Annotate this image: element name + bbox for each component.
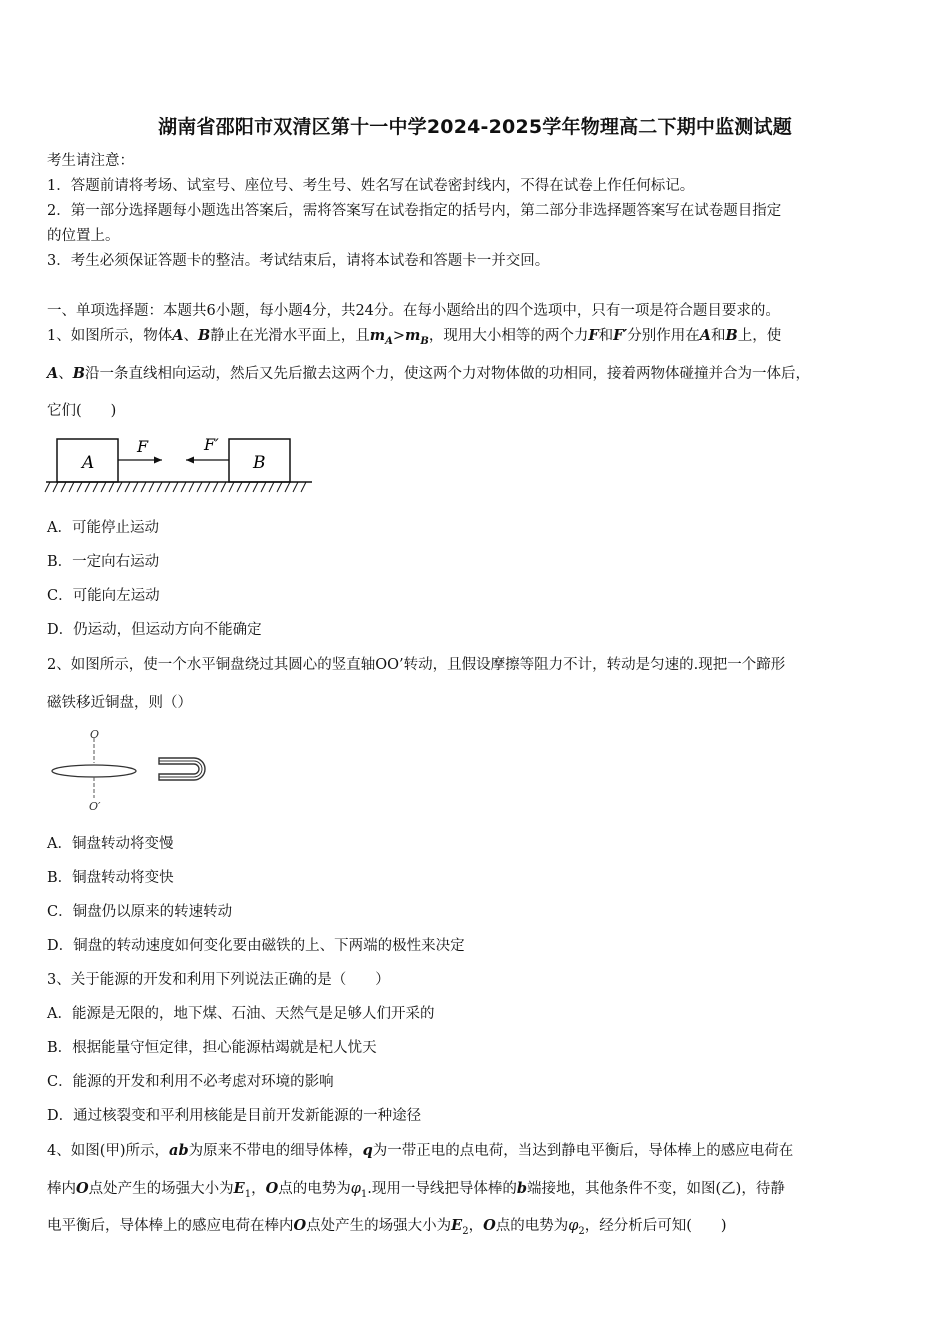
q3-option-c[interactable]: C．能源的开发和利用不必考虑对环境的影响 <box>47 1074 334 1090</box>
axis-top-label: O <box>90 728 100 741</box>
question-2-stem: 磁铁移近铜盘，则（） <box>47 695 192 711</box>
notice-item: 1．答题前请将考场、试室号、座位号、考生号、姓名写在试卷密封线内，不得在试卷上作任何标记。 <box>47 178 695 194</box>
question-1-stem: 它们( ) <box>47 403 117 419</box>
q1-option-c[interactable]: C．可能向左运动 <box>47 588 160 604</box>
q1-option-a[interactable]: A．可能停止运动 <box>47 520 159 536</box>
page-title: 湖南省邵阳市双清区第十一中学2024-2025学年物理高二下期中监测试题 <box>158 116 792 138</box>
notice-item: 2．第一部分选择题每小题选出答案后，需将答案写在试卷指定的括号内，第二部分非选择题答案写在试卷题目指定 <box>47 203 782 219</box>
question-1-stem: 1、如图所示，物体A、B静止在光滑水平面上，且$m_A>m_B$，现用大小相等的两个力F和F′分别作用在A和B上，使 <box>47 327 782 347</box>
q3-option-b[interactable]: B．根据能量守恒定律，担心能源枯竭就是杞人忧天 <box>47 1040 377 1056</box>
question-2-stem: 2、如图所示，使一个水平铜盘绕过其圆心的竖直轴OO’转动，且假设摩擦等阻力不计，转动是匀速的.现把一个蹄形 <box>47 657 786 673</box>
block-a-label: A <box>82 453 95 473</box>
q2-option-b[interactable]: B．铜盘转动将变快 <box>47 870 174 886</box>
axis-bottom-label: O′ <box>89 800 101 813</box>
question-1-stem: A、B沿一条直线相向运动，然后又先后撤去这两个力，使这两个力对物体做的功相同，接着两物体碰撞并合为一体后， <box>47 365 811 382</box>
notice-item: 的位置上。 <box>47 228 120 244</box>
question-4-stem: 4、如图(甲)所示，ab为原来不带电的细导体棒，q为一带正电的点电荷，当达到静电平衡后，导体棒上的感应电荷在 <box>47 1142 794 1159</box>
question-3-stem: 3、关于能源的开发和利用下列说法正确的是（ ） <box>47 972 390 988</box>
q1-option-b[interactable]: B．一定向右运动 <box>47 554 160 570</box>
question-4-stem: 电平衡后，导体棒上的感应电荷在棒内O点处产生的场强大小为$E_2$，O点的电势为$\varphi_2$，经分析后可知( ) <box>47 1217 727 1237</box>
section-heading: 一、单项选择题：本题共6小题，每小题4分，共24分。在每小题给出的四个选项中，只有一项是符合题目要求的。 <box>47 303 780 319</box>
q2-option-d[interactable]: D．铜盘的转动速度如何变化要由磁铁的上、下两端的极性来决定 <box>47 938 465 954</box>
notice-item: 3．考生必须保证答题卡的整洁。考试结束后，请将本试卷和答题卡一并交回。 <box>47 253 550 269</box>
q1-option-d[interactable]: D．仍运动，但运动方向不能确定 <box>47 622 262 638</box>
block-b-label: B <box>253 453 266 473</box>
q2-figure <box>44 728 214 818</box>
q1-figure <box>44 430 316 495</box>
copper-disc <box>52 765 136 777</box>
notice-heading: 考生请注意： <box>47 153 134 169</box>
force-fp-label: F′ <box>204 435 219 454</box>
q3-option-d[interactable]: D．通过核裂变和平利用核能是目前开发新能源的一种途径 <box>47 1108 422 1124</box>
q2-option-c[interactable]: C．铜盘仍以原来的转速转动 <box>47 904 233 920</box>
question-4-stem: 棒内O点处产生的场强大小为$E_1$，O点的电势为$\varphi_1$.现用一导线把导体棒的b端接地，其他条件不变，如图(乙)，待静 <box>47 1180 785 1200</box>
force-f-label: F <box>137 437 149 456</box>
q3-option-a[interactable]: A．能源是无限的，地下煤、石油、天然气是足够人们开采的 <box>47 1006 435 1022</box>
q2-option-a[interactable]: A．铜盘转动将变慢 <box>47 836 174 852</box>
